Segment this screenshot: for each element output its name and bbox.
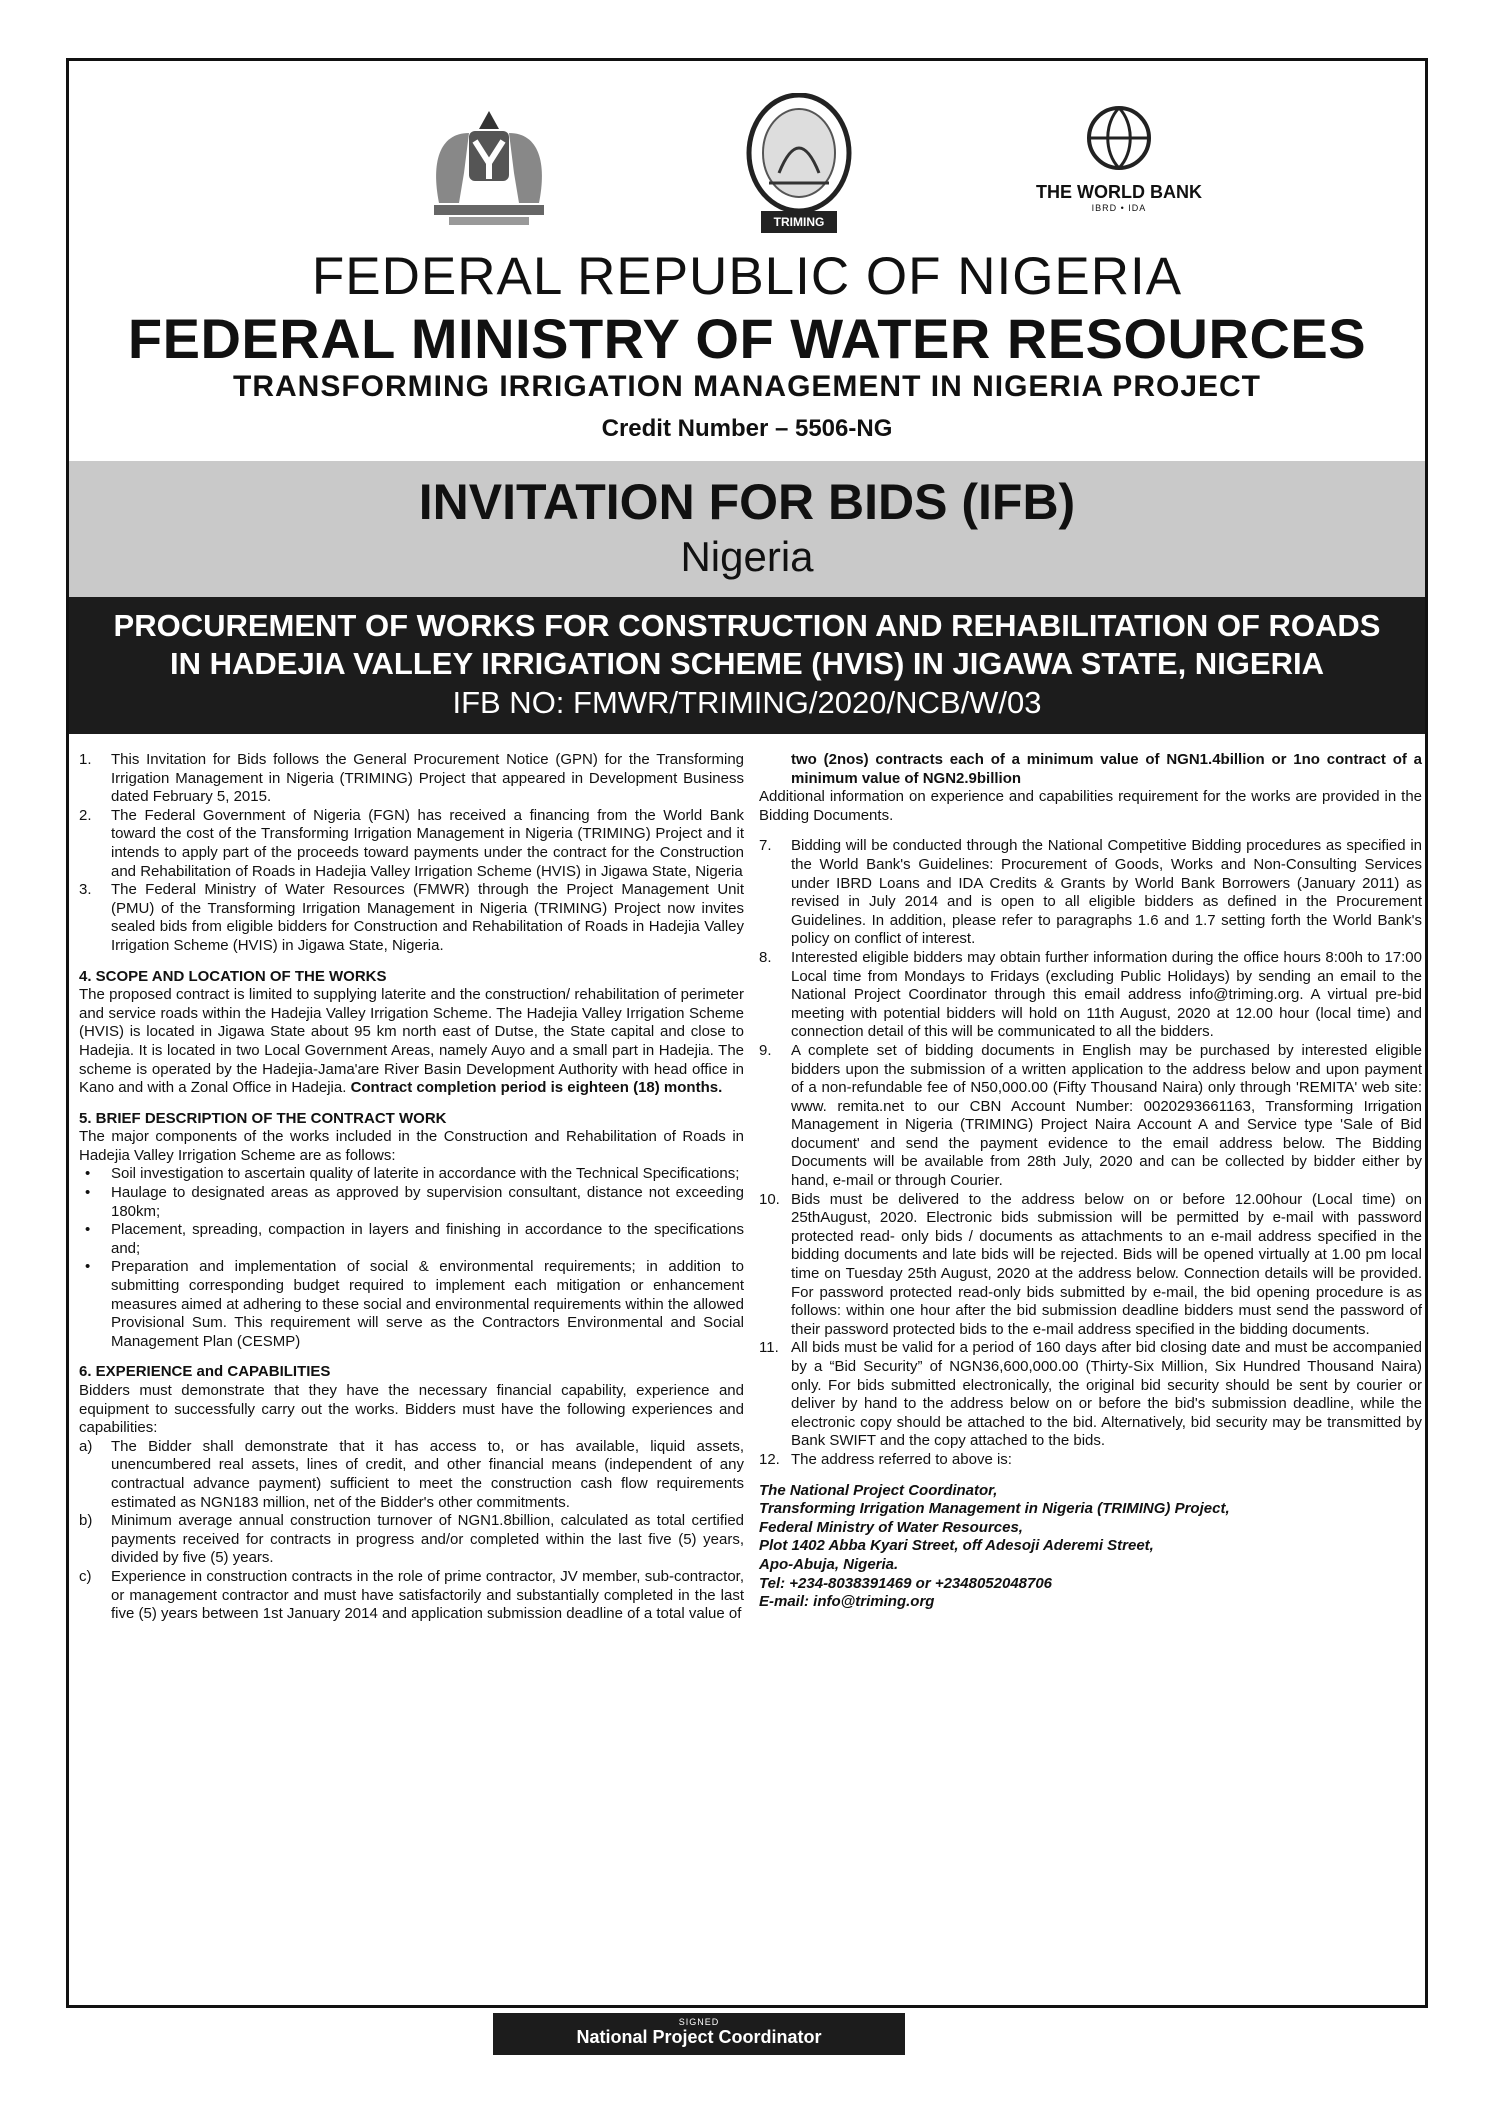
world-bank-logo — [1019, 103, 1219, 253]
ifb-number: IFB NO: FMWR/TRIMING/2020/NCB/W/03 — [452, 685, 1042, 720]
para-number: 8. — [759, 948, 772, 966]
para-text: This Invitation for Bids follows the General Procurement Notice (GPN) for the Transforming Irrigation Management in Nigeria (TRIMING) Project that appeared in Development Business dated February 5, 2015. — [111, 751, 744, 806]
address-block — [759, 1482, 1422, 1612]
para-8 — [759, 949, 1422, 1042]
para-text: A complete set of bidding documents in English may be purchased by interested eligible bidders upon the submission of a written application to the address below and upon payment of a non-refundable fee of N50,000.00 (Fifty Thousand Naira) only through 'REMITA' web site: www. remita.net to our CBN Account Number: 0020293661163, Transforming Irrigation Management in Nigeria (TRIMING) Project Naira Account A and Service type 'Sale of Bid document' and send the payment evidence to the email address below. The Bidding Documents will be available from 28th July, 2020 and can be collected by bidder either by hand, e-mail or through Courier. — [791, 1041, 1422, 1190]
para-3 — [79, 881, 744, 955]
para-1 — [79, 751, 744, 807]
list-item-text: Minimum average annual construction turnover of NGN1.8billion, calculated as total certified payments received for contracts in progress and/or completed within the last five (5) years, divided by five (5) years. — [111, 1512, 744, 1567]
para-9 — [759, 1042, 1422, 1191]
para-10 — [759, 1191, 1422, 1340]
address-line: Plot 1402 Abba Kyari Street, off Adesoji Aderemi Street, — [759, 1537, 1154, 1555]
right-column — [759, 751, 1422, 1612]
world-bank-sub: IBRD • IDA — [1091, 203, 1147, 213]
para-number: 7. — [759, 837, 772, 855]
section-6-body: Bidders must demonstrate that they have the necessary financial capability, experience and equipment to successfully carry out the works. Bidders must have the following experiences and capabilities: — [79, 1382, 744, 1437]
address-line: The National Project Coordinator, — [759, 1481, 998, 1499]
para-12 — [759, 1451, 1422, 1470]
para-number: 3. — [79, 881, 92, 899]
bullet: • — [85, 1258, 91, 1276]
list-item-text: Haulage to designated areas as approved by supervision consultant, distance not exceeding 180km; — [111, 1184, 744, 1220]
section-5-title: 5. BRIEF DESCRIPTION OF THE CONTRACT WORK — [79, 1109, 447, 1127]
section-4-bold: Contract completion period is eighteen (18) months. — [350, 1079, 723, 1097]
additional-info: Additional information on experience and capabilities requirement for the works are provided in the Bidding Documents. — [759, 788, 1422, 824]
address-email: E-mail: info@triming.org — [759, 1593, 935, 1611]
procurement-banner — [69, 597, 1425, 734]
list-item-text: Preparation and implementation of social & environmental requirements; in addition to submitting corresponding budget required to implement each mitigation or enhancement measures aimed at adhering to these social and environmental requirements within the allowed Provisional Sum. This requirement will serve as the Contractors Environmental and Social Management Plan (CESMP) — [111, 1258, 744, 1350]
signature-banner — [493, 2013, 905, 2055]
section-5-body: The major components of the works included in the Construction and Rehabilitation of Roads in Hadejia Valley Irrigation Scheme are as follows: — [79, 1128, 744, 1164]
para-text: The Federal Ministry of Water Resources (FMWR) through the Project Management Unit (PMU) of the Transforming Irrigation Management in Nigeria (TRIMING) Project now invites sealed bids from eligible bidders for Construction and Rehabilitation of Roads in Hadejia Valley Irrigation Scheme (HVIS) in Jigawa State, Nigeria. — [111, 881, 744, 954]
address-line: Federal Ministry of Water Resources, — [759, 1518, 1023, 1536]
para-text: The Federal Government of Nigeria (FGN) has received a financing from the World Bank toward the cost of the Transforming Irrigation Management in Nigeria (TRIMING) Project and it intends to apply part of the proceeds toward payments under the contract for the Construction and Rehabilitation of Roads in Hadejia Valley Irrigation Scheme (HVIS) in Jigawa State, Nigeria — [111, 806, 744, 880]
signed-label: SIGNED — [678, 2017, 720, 2027]
section-4-title: 4. SCOPE AND LOCATION OF THE WORKS — [79, 967, 387, 985]
list-item — [79, 1512, 744, 1568]
section-4-text: The proposed contract is limited to supplying laterite and the construction/ rehabilitation of perimeter and service roads within the Hadejia Valley Irrigation Scheme. The Hadejia Valley Irrigation Scheme (HVIS) is located in Jigawa State about 95 km north east of Dutse, the State capital and close to Hadejia. It is located in two Local Government Areas, namely Auyo and a small part in Hadejia. The scheme is operated by the Hadejia-Jama'are River Basin Development Authority with head office in Kano and with a Zonal Office in Hadejia. — [79, 986, 744, 1097]
para-number: 12. — [759, 1450, 780, 1468]
coat-of-arms-logo — [409, 103, 569, 233]
list-item — [79, 1221, 744, 1258]
list-letter: a) — [79, 1437, 93, 1455]
list-letter: c) — [79, 1567, 92, 1585]
list-item — [79, 1184, 744, 1221]
bullet: • — [85, 1221, 91, 1239]
credit-number: Credit Number – 5506-NG — [601, 415, 893, 442]
para-text: Bidding will be conducted through the National Competitive Bidding procedures as specified in the World Bank's Guidelines: Procurement of Goods, Works and Non-Consulting Services under IBRD Loans and IDA Credits & Grants by World Bank Borrowers (January 2011) as revised in July 2014 and is open to all eligible bidders as defined in the Procurement Guidelines. In addition, please refer to paragraphs 1.6 and 1.7 setting forth the World Bank's policy on conflict of interest. — [791, 837, 1422, 948]
logo-row — [69, 83, 1425, 233]
list-item — [79, 1165, 744, 1184]
para-7 — [759, 837, 1422, 949]
ifb-title: INVITATION FOR BIDS (IFB) — [418, 474, 1076, 530]
para-number: 2. — [79, 806, 92, 824]
list-item-text: Soil investigation to ascertain quality of laterite in accordance with the Technical Specifications; — [111, 1165, 740, 1183]
procurement-line1: PROCUREMENT OF WORKS FOR CONSTRUCTION AND REHABILITATION OF ROADS — [113, 608, 1381, 643]
ifb-country: Nigeria — [680, 533, 814, 580]
header-ministry: FEDERAL MINISTRY OF WATER RESOURCES — [127, 307, 1367, 370]
para-11 — [759, 1339, 1422, 1451]
para-number: 10. — [759, 1190, 780, 1208]
section-6-title: 6. EXPERIENCE and CAPABILITIES — [79, 1363, 331, 1381]
ifb-banner — [69, 461, 1425, 597]
list-letter: b) — [79, 1512, 93, 1530]
section-4-body — [79, 986, 744, 1098]
advert-frame — [66, 58, 1428, 2008]
para-2 — [79, 807, 744, 881]
world-bank-name: THE WORLD BANK — [1036, 182, 1202, 202]
triming-logo-text: TRIMING — [773, 215, 825, 229]
para-number: 11. — [759, 1339, 779, 1357]
bullet: • — [85, 1165, 91, 1183]
list-item — [79, 1568, 744, 1624]
list-item-text: The Bidder shall demonstrate that it has access to, or has available, liquid assets, unencumbered real assets, lines of credit, and other financial means (independent of any contractual advance payment) sufficient to meet the construction cash flow requirements estimated as NGN183 million, net of the Bidder's other commitments. — [111, 1437, 744, 1511]
triming-logo — [709, 93, 889, 243]
header-republic: FEDERAL REPUBLIC OF NIGERIA — [311, 247, 1183, 306]
para-number: 9. — [759, 1041, 772, 1059]
address-line: Apo-Abuja, Nigeria. — [759, 1555, 899, 1573]
list-item-text: Experience in construction contracts in the role of prime contractor, JV member, sub-contractor, or management contractor and must have satisfactorily and substantially completed in the last five (5) years between 1st January 2014 and application submission deadline of a total value of — [111, 1567, 744, 1623]
list-item-text: Placement, spreading, compaction in layers and finishing in accordance to the specifications and; — [111, 1221, 744, 1257]
para-text: Interested eligible bidders may obtain further information during the office hours 8:00h to 17:00 Local time from Mondays to Fridays (excluding Public Holidays) by sending an email to the National Project Coordinator through this email address info@triming.org. A virtual pre-bid meeting with potential bidders will hold on 11th August, 2020 at 12.00 hour (local time) and connection detail of this will be communicated to all the bidders. — [791, 948, 1422, 1041]
para-number: 1. — [79, 751, 92, 768]
header-project: TRANSFORMING IRRIGATION MANAGEMENT IN NIGERIA PROJECT — [233, 370, 1261, 403]
bullet: • — [85, 1184, 91, 1202]
left-column — [79, 751, 744, 1624]
signatory-title: National Project Coordinator — [576, 2027, 822, 2047]
para-text: The address referred to above is: — [791, 1450, 1012, 1468]
address-phone: Tel: +234-8038391469 or +2348052048706 — [759, 1574, 1053, 1592]
contract-continuation: two (2nos) contracts each of a minimum value of NGN1.4billion or 1no contract of a minimum value of NGN2.9billion — [791, 751, 1422, 787]
para-text: All bids must be valid for a period of 160 days after bid closing date and must be accompanied by a “Bid Security” of NGN36,600,000.00 (Thirty-Six Million, Six Hundred Thousand Naira) only. For bids submitted electronically, the original bid security should be sent by courier or deliver by hand to the address below on or before the bid's submission deadline, while the electronic copy should be attached to the bid. Alternatively, bid security may be transmitted by Bank SWIFT and the copy attached to the bids. — [791, 1339, 1422, 1450]
list-item — [79, 1258, 744, 1351]
procurement-line2: IN HADEJIA VALLEY IRRIGATION SCHEME (HVIS) IN JIGAWA STATE, NIGERIA — [170, 646, 1324, 681]
address-line: Transforming Irrigation Management in Nigeria (TRIMING) Project, — [759, 1500, 1230, 1518]
para-text: Bids must be delivered to the address below on or before 12.00hour (Local time) on 25thAugust, 2020. Electronic bids submission will be permitted by e-mail with password protected read- only bids / documents as attachments to an e-mail address specified in the bidding documents and late bids will be rejected. Bids will be opened virtually at 1.00 pm local time on Tuesday 25th August, 2020 at the address below. Connection details will be provided. For password protected read-only bids submitted by e-mail, the bid opening procedure is as follows: within one hour after the bid submission deadline bidders must send the password of their password protected bids to the e-mail address specified in the bidding documents. — [791, 1190, 1422, 1338]
list-item — [79, 1438, 744, 1512]
world-bank-globe-icon — [1084, 103, 1154, 173]
